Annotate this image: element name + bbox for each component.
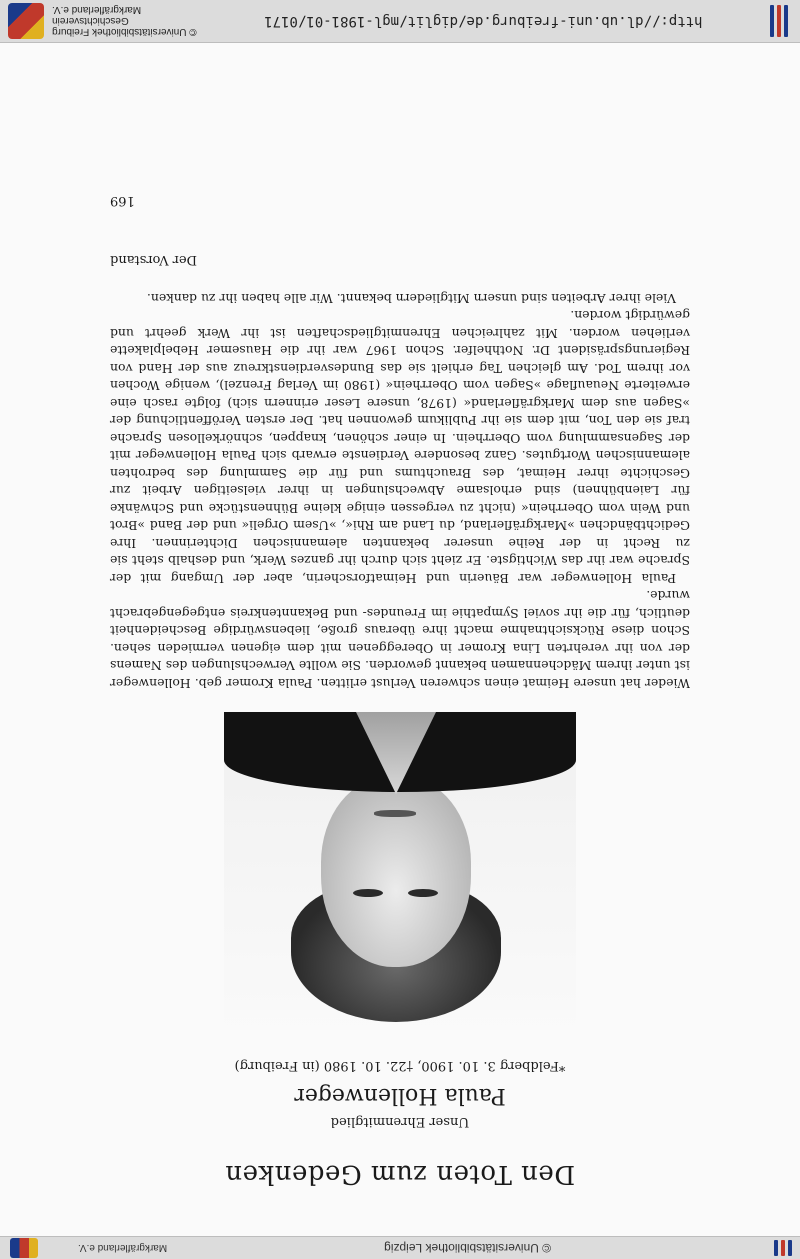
viewer-top-toolbar xyxy=(0,1236,800,1259)
org-region: Markgräflerland e.V. xyxy=(52,4,142,16)
life-dates: *Feldberg 3. 10. 1900, †22. 10. 1980 (in Freiburg) xyxy=(234,1058,566,1073)
article-subtitle: Unser Ehrenmitglied xyxy=(330,1114,470,1129)
library-logo-icon xyxy=(770,5,788,37)
org-name: Geschichtsverein xyxy=(52,15,129,27)
copyright-text: © Universitätsbibliothek Freiburg xyxy=(52,26,197,38)
paragraph: Paula Hollenweger war Bäuerin und Heimatforscherin, aber der Umgang mit der Sprache war ihr das Wichtigste. Er zieht sich durch ihr ganzes Werk, und deshalb steht sie zu Recht in der Reihe unserer bekannten alemannischen Dichterinnen. Ihre Gedichtbändchen »Markgräflerland, du Land am Rhi«, »Usem Orgeli« und der Band »Brot und Wein vom Oberrhein« (nicht zu vergessen einige kleine Bühnenstücke und Schwänke für Laienbühnen) sind erholsame Abwechslungen in ihrer vielseitigen Arbeit zur Geschichte ihrer Heimat, des Brauchtums und für die Sammlung des bedrohten alemannischen Wortgutes. Ganz besondere Verdienste erwarb sich Paula Hollenweger mit der Sagensammlung vom Oberrhein. In einer schönen, knappen, schnörkellosen Sprache traf sie den Ton, mit dem sie ihr Publikum gewonnen hat. Der ersten Veröffentlichung der »Sagen aus dem Markgräflerland« (1978, unsere Leser erinnern sich) folgte rasch eine erweiterte Neuauflage »Sagen vom Oberrhein« (1980 im Verlag Frenzel), wenige Wochen vor ihrem Tod. Am gleichen Tag erhielt sie das Bundesverdienstkreuz aus der Hand von Regierungspräsident Dr. Nothhelfer. Schon 1967 war ihr die Hausemer Hebelplakette verliehen worden. Mit zahlreichen Ehrenmitgliedschaften ist ihr Werk geehrt und gewürdigt worden. xyxy=(110,308,690,586)
page-title: Den Toten zum Gedenken xyxy=(224,1159,576,1189)
signature: Der Vorstand xyxy=(110,252,198,268)
library-credit: © Universitätsbibliothek Leipzig xyxy=(384,1241,552,1255)
article-content xyxy=(110,194,690,1190)
article-body xyxy=(110,290,690,693)
viewer-bottom-toolbar xyxy=(0,0,800,43)
person-name: Paula Hollenweger xyxy=(294,1083,506,1108)
paragraph: Viele ihrer Arbeiten sind unsern Mitgliedern bekannt. Wir alle haben ihr zu danken. xyxy=(146,291,676,306)
portrait-photo xyxy=(224,712,576,1042)
paragraph: Wieder hat unsere Heimat einen schweren Verlust erlitten. Paula Kromer geb. Hollenweger ist unter ihrem Mädchennamen bekannt geworden. Sie wollte Verwechslungen des Namens der von ihr verehrten Lina Kromer in Obereggenen mit dem eigenen vermieden sehen. Schon diese Rücksichtnahme macht ihre überaus große, liebenswürdige Bescheidenheit deutlich, für die ihr soviel Sympathie im Freundes- und Bekanntenkreis entgegengebracht wurde. xyxy=(110,588,690,691)
society-label: Markgräflerland e.V. xyxy=(78,1242,168,1254)
society-crest-icon xyxy=(10,1238,38,1258)
credit-block xyxy=(52,5,197,38)
page-number: 169 xyxy=(110,193,135,209)
library-logo-icon xyxy=(768,1239,792,1257)
society-crest-icon xyxy=(8,3,44,39)
document-url-link[interactable]: http://dl.ub.uni-freiburg.de/diglit/mgl-1981-01/0171 xyxy=(264,13,703,29)
